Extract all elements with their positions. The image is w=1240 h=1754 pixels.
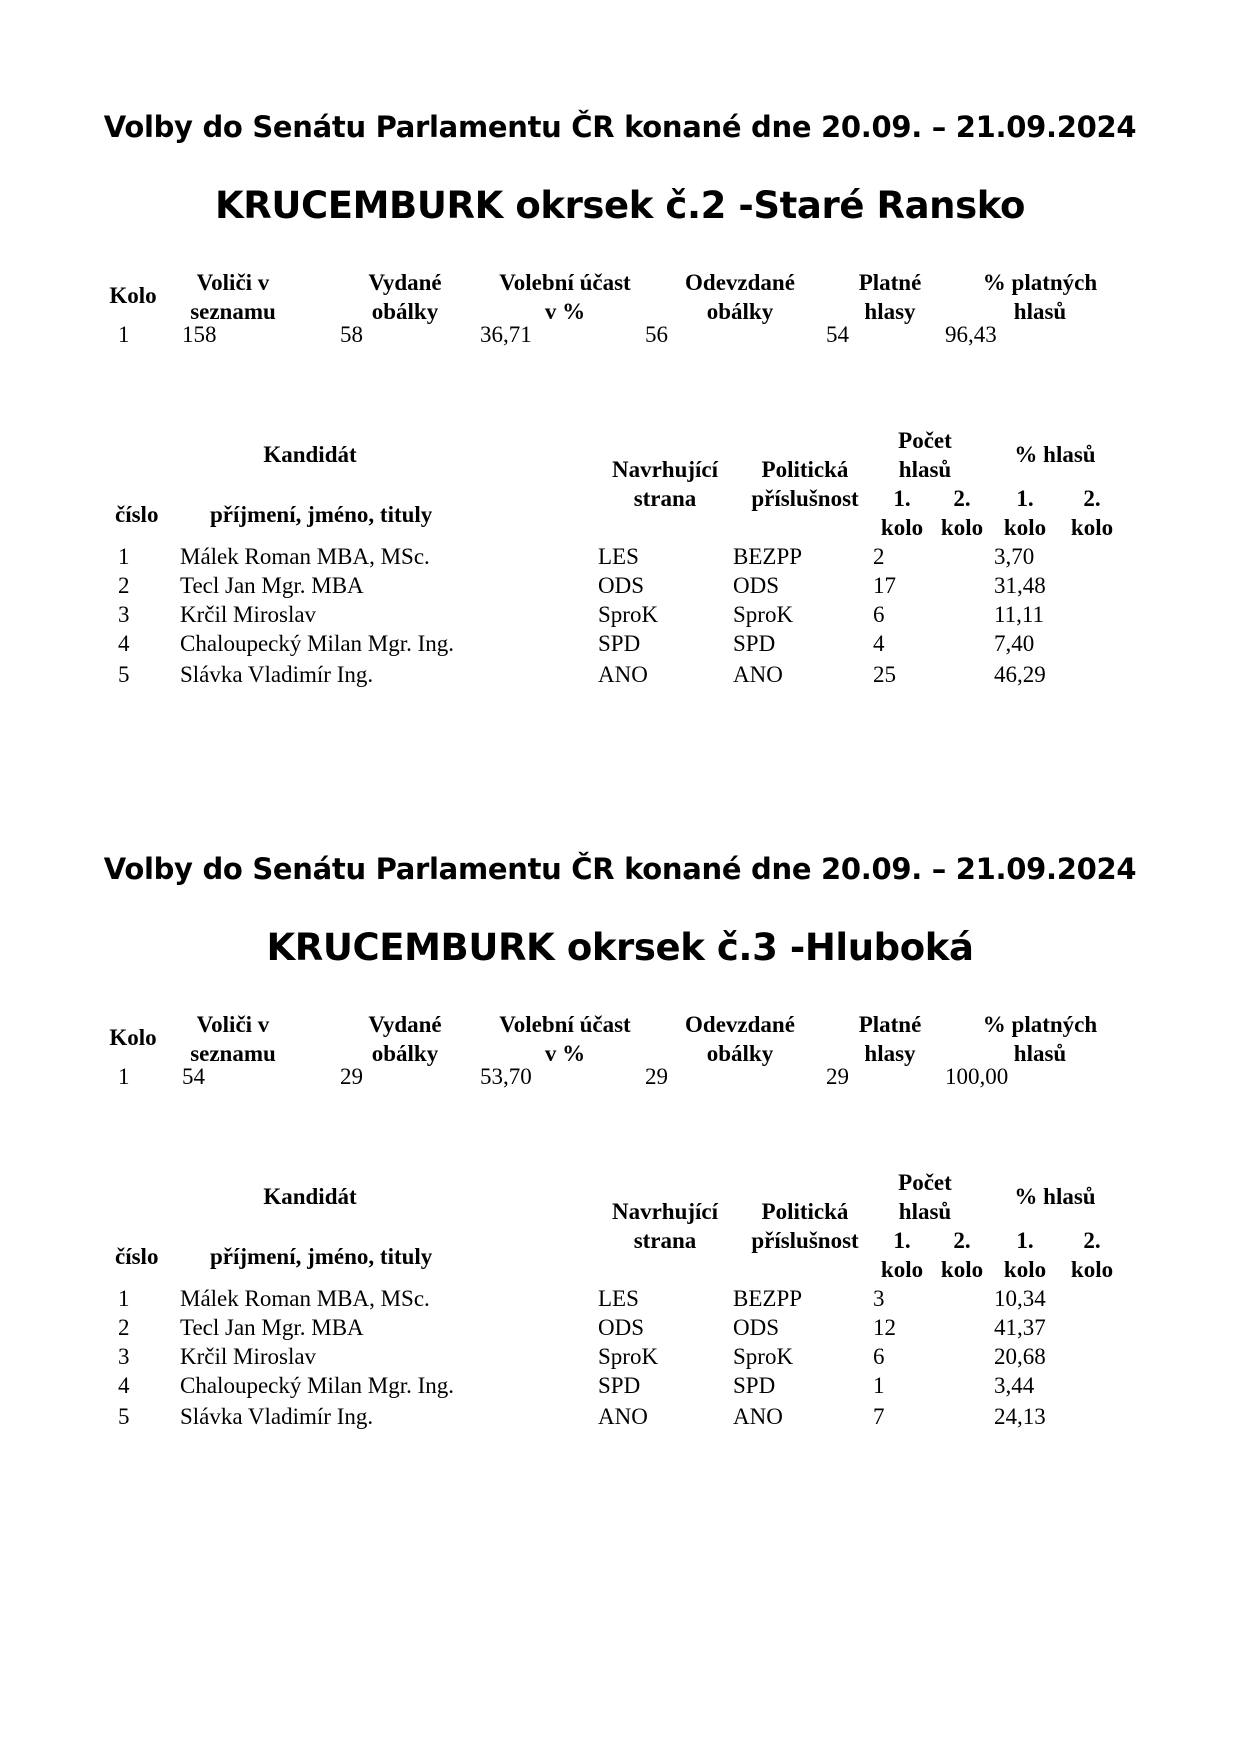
- summary-ucast: 53,70: [480, 1064, 532, 1089]
- summary-row: [0, 320, 1240, 349]
- header-volici-line1: Voliči v: [196, 270, 270, 295]
- header-kolo1-word: kolo: [880, 1257, 924, 1282]
- header-pkolo1-word: kolo: [1003, 515, 1047, 540]
- header-navrhujici: [595, 455, 735, 513]
- candidate-cislo: 5: [118, 662, 130, 687]
- candidate-prislusnost: ANO: [733, 1404, 783, 1429]
- candidate-hlasy: 25: [873, 662, 896, 687]
- header-odevzdane-line2: obálky: [706, 299, 774, 324]
- candidate-hlasy: 2: [873, 544, 885, 569]
- header-volici-line2: seznamu: [190, 299, 276, 324]
- header-procento-kolo1: [995, 484, 1055, 542]
- summary-platne: 54: [826, 322, 849, 347]
- table-row: [0, 571, 1240, 600]
- header-politicka: [735, 455, 875, 513]
- header-kolo: Kolo: [109, 1025, 157, 1050]
- candidate-procento: 7,40: [994, 631, 1035, 656]
- table-row: [0, 660, 1240, 689]
- header-navrhujici: [595, 1197, 735, 1255]
- header-cislo: číslo: [115, 502, 159, 527]
- header-procento-line1: % platných: [982, 270, 1098, 295]
- header-kolo: Kolo: [109, 283, 157, 308]
- header-vydane-line1: Vydané: [368, 1012, 442, 1037]
- candidate-hlasy: 6: [873, 602, 885, 627]
- header-pkolo1-num: 1.: [1016, 486, 1034, 511]
- header-odevzdane: [665, 1010, 815, 1068]
- district-title: KRUCEMBURK okrsek č.2 -Staré Ransko: [215, 184, 1025, 227]
- header-procento-kolo1: [995, 1226, 1055, 1284]
- candidate-procento: 11,11: [994, 602, 1045, 627]
- candidate-hlasy: 12: [873, 1315, 896, 1340]
- header-pocet-line2: hlasů: [898, 457, 952, 482]
- candidate-cislo: 3: [118, 1344, 130, 1369]
- candidate-prislusnost: SproK: [733, 1344, 794, 1369]
- header-cislo: číslo: [115, 1244, 159, 1269]
- header-volici-line2: seznamu: [190, 1041, 276, 1066]
- table-row: [0, 1313, 1240, 1342]
- header-procento-platnych: [960, 1010, 1120, 1068]
- header-platne-line2: hlasy: [864, 1041, 916, 1066]
- candidate-procento: 24,13: [994, 1404, 1046, 1429]
- district-title: KRUCEMBURK okrsek č.3 -Hluboká: [266, 926, 974, 969]
- candidate-jmeno: Slávka Vladimír Ing.: [180, 1404, 374, 1429]
- candidate-strana: SPD: [598, 631, 641, 656]
- header-ucast-line1: Volební účast: [499, 1012, 631, 1037]
- header-pkolo2-num: 2.: [1083, 1228, 1101, 1253]
- header-politicka-line2: příslušnost: [751, 1228, 859, 1253]
- header-kolo1-num: 1.: [893, 1228, 911, 1253]
- candidate-strana: ODS: [598, 1315, 645, 1340]
- candidate-jmeno: Krčil Miroslav: [180, 602, 317, 627]
- header-volici: [168, 268, 298, 326]
- candidate-hlasy: 7: [873, 1404, 885, 1429]
- candidate-prislusnost: ODS: [733, 1315, 780, 1340]
- election-heading: Volby do Senátu Parlamentu ČR konané dne 20.09. – 21.09.2024: [103, 110, 1137, 144]
- summary-procento: 96,43: [945, 322, 997, 347]
- candidate-cislo: 4: [118, 631, 130, 656]
- header-procento-line2: hlasů: [1013, 1041, 1067, 1066]
- header-pocet-hlasu: [865, 426, 985, 484]
- header-kandidat: Kandidát: [263, 1184, 357, 1209]
- table-row: [0, 629, 1240, 658]
- candidate-procento: 3,44: [994, 1373, 1035, 1398]
- candidate-cislo: 1: [118, 544, 130, 569]
- header-platne-line1: Platné: [858, 270, 922, 295]
- header-navrhujici-line2: strana: [633, 1228, 697, 1253]
- summary-procento: 100,00: [945, 1064, 1009, 1089]
- header-pocet-kolo1: [872, 484, 932, 542]
- header-procento-kolo2: [1062, 1226, 1122, 1284]
- candidate-prislusnost: BEZPP: [733, 1286, 803, 1311]
- candidate-strana: LES: [598, 544, 639, 569]
- candidate-hlasy: 1: [873, 1373, 885, 1398]
- header-ucast-line2: v %: [544, 299, 586, 324]
- candidate-procento: 46,29: [994, 662, 1046, 687]
- header-kolo1-num: 1.: [893, 486, 911, 511]
- header-procento-kolo2: [1062, 484, 1122, 542]
- candidate-strana: ANO: [598, 1404, 648, 1429]
- candidate-procento: 10,34: [994, 1286, 1046, 1311]
- table-row: [0, 542, 1240, 571]
- candidate-cislo: 2: [118, 1315, 130, 1340]
- header-kolo2-word: kolo: [940, 1257, 984, 1282]
- candidate-jmeno: Chaloupecký Milan Mgr. Ing.: [180, 1373, 455, 1398]
- summary-ucast: 36,71: [480, 322, 532, 347]
- candidate-strana: ANO: [598, 662, 648, 687]
- header-platne: [835, 1010, 945, 1068]
- candidate-procento: 3,70: [994, 544, 1035, 569]
- summary-kolo: 1: [118, 322, 130, 347]
- header-odevzdane: [665, 268, 815, 326]
- summary-vydane: 58: [340, 322, 363, 347]
- summary-volici: 158: [182, 322, 217, 347]
- summary-odevzdane: 56: [645, 322, 668, 347]
- header-platne-line2: hlasy: [864, 299, 916, 324]
- candidate-prislusnost: SPD: [733, 1373, 776, 1398]
- candidate-prislusnost: ANO: [733, 662, 783, 687]
- header-pkolo1-word: kolo: [1003, 1257, 1047, 1282]
- header-politicka-line1: Politická: [761, 457, 849, 482]
- candidate-cislo: 5: [118, 1404, 130, 1429]
- candidate-jmeno: Krčil Miroslav: [180, 1344, 317, 1369]
- header-vydane-line2: obálky: [371, 1041, 439, 1066]
- candidate-prislusnost: ODS: [733, 573, 780, 598]
- header-procento-line1: % platných: [982, 1012, 1098, 1037]
- header-pocet-line2: hlasů: [898, 1199, 952, 1224]
- table-row: [0, 1371, 1240, 1400]
- header-vydane: [340, 1010, 470, 1068]
- header-volici: [168, 1010, 298, 1068]
- header-ucast: [480, 1010, 650, 1068]
- header-navrhujici-line2: strana: [633, 486, 697, 511]
- summary-vydane: 29: [340, 1064, 363, 1089]
- header-odevzdane-line1: Odevzdané: [685, 270, 795, 295]
- header-navrhujici-line1: Navrhující: [611, 457, 719, 482]
- candidate-strana: SproK: [598, 1344, 659, 1369]
- summary-row: [0, 1062, 1240, 1091]
- header-ucast-line2: v %: [544, 1041, 586, 1066]
- header-politicka: [735, 1197, 875, 1255]
- header-platne: [835, 268, 945, 326]
- candidate-procento: 31,48: [994, 573, 1046, 598]
- candidate-prislusnost: BEZPP: [733, 544, 803, 569]
- candidate-hlasy: 6: [873, 1344, 885, 1369]
- candidate-jmeno: Tecl Jan Mgr. MBA: [180, 1315, 364, 1340]
- summary-kolo: 1: [118, 1064, 130, 1089]
- candidate-procento: 20,68: [994, 1344, 1046, 1369]
- header-politicka-line1: Politická: [761, 1199, 849, 1224]
- header-pocet-line1: Počet: [898, 428, 952, 453]
- candidate-jmeno: Málek Roman MBA, MSc.: [180, 544, 430, 569]
- summary-odevzdane: 29: [645, 1064, 668, 1089]
- header-kolo1-word: kolo: [880, 515, 924, 540]
- header-jmeno: příjmení, jméno, tituly: [210, 502, 433, 527]
- candidate-cislo: 1: [118, 1286, 130, 1311]
- header-vydane: [340, 268, 470, 326]
- header-platne-line1: Platné: [858, 1012, 922, 1037]
- header-kandidat: Kandidát: [263, 442, 357, 467]
- table-row: [0, 600, 1240, 629]
- header-navrhujici-line1: Navrhující: [611, 1199, 719, 1224]
- header-volici-line1: Voliči v: [196, 1012, 270, 1037]
- candidate-jmeno: Slávka Vladimír Ing.: [180, 662, 374, 687]
- header-odevzdane-line2: obálky: [706, 1041, 774, 1066]
- header-pkolo2-word: kolo: [1070, 515, 1114, 540]
- header-pkolo1-num: 1.: [1016, 1228, 1034, 1253]
- header-pocet-kolo1: [872, 1226, 932, 1284]
- candidate-strana: SproK: [598, 602, 659, 627]
- header-pkolo2-word: kolo: [1070, 1257, 1114, 1282]
- table-row: [0, 1402, 1240, 1431]
- candidate-strana: SPD: [598, 1373, 641, 1398]
- header-kolo2-word: kolo: [940, 515, 984, 540]
- candidate-prislusnost: SproK: [733, 602, 794, 627]
- header-vydane-line2: obálky: [371, 299, 439, 324]
- header-vydane-line1: Vydané: [368, 270, 442, 295]
- header-ucast: [480, 268, 650, 326]
- header-pocet-kolo2: [932, 484, 992, 542]
- header-ucast-line1: Volební účast: [499, 270, 631, 295]
- header-procento-hlasu: % hlasů: [1014, 442, 1096, 467]
- candidate-strana: ODS: [598, 573, 645, 598]
- candidate-jmeno: Málek Roman MBA, MSc.: [180, 1286, 430, 1311]
- header-procento-line2: hlasů: [1013, 299, 1067, 324]
- candidate-strana: LES: [598, 1286, 639, 1311]
- candidate-hlasy: 4: [873, 631, 885, 656]
- header-pocet-line1: Počet: [898, 1170, 952, 1195]
- candidate-jmeno: Tecl Jan Mgr. MBA: [180, 573, 364, 598]
- header-procento-hlasu: % hlasů: [1014, 1184, 1096, 1209]
- summary-volici: 54: [182, 1064, 205, 1089]
- candidate-hlasy: 3: [873, 1286, 885, 1311]
- candidate-prislusnost: SPD: [733, 631, 776, 656]
- header-pocet-kolo2: [932, 1226, 992, 1284]
- candidate-cislo: 2: [118, 573, 130, 598]
- table-row: [0, 1342, 1240, 1371]
- header-kolo2-num: 2.: [953, 486, 971, 511]
- header-procento-platnych: [960, 268, 1120, 326]
- summary-platne: 29: [826, 1064, 849, 1089]
- candidate-procento: 41,37: [994, 1315, 1046, 1340]
- candidate-jmeno: Chaloupecký Milan Mgr. Ing.: [180, 631, 455, 656]
- header-pkolo2-num: 2.: [1083, 486, 1101, 511]
- header-politicka-line2: příslušnost: [751, 486, 859, 511]
- header-pocet-hlasu: [865, 1168, 985, 1226]
- candidate-cislo: 4: [118, 1373, 130, 1398]
- table-row: [0, 1284, 1240, 1313]
- candidate-hlasy: 17: [873, 573, 896, 598]
- header-kolo2-num: 2.: [953, 1228, 971, 1253]
- candidate-cislo: 3: [118, 602, 130, 627]
- header-odevzdane-line1: Odevzdané: [685, 1012, 795, 1037]
- header-jmeno: příjmení, jméno, tituly: [210, 1244, 433, 1269]
- election-heading: Volby do Senátu Parlamentu ČR konané dne 20.09. – 21.09.2024: [103, 852, 1137, 886]
